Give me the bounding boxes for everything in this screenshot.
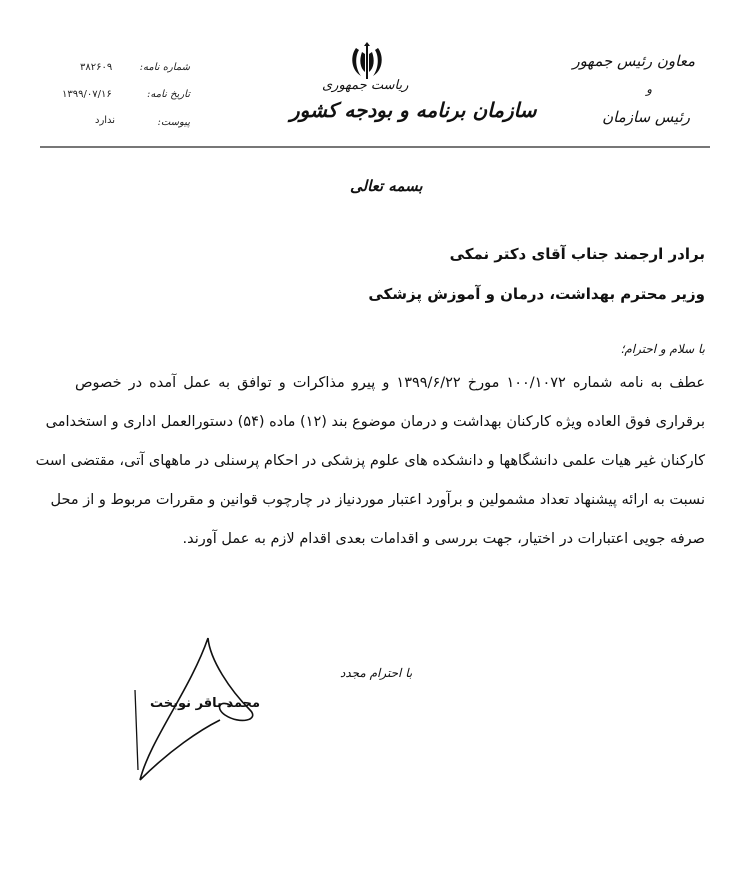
attachment-value: ندارد xyxy=(95,115,116,126)
date-label: تاریخ نامه: xyxy=(147,89,190,100)
iran-emblem-icon xyxy=(349,42,385,82)
attachment-label: پیوست: xyxy=(157,117,190,128)
closing: با احترام مجدد xyxy=(340,666,413,680)
recipient-name: برادر ارجمند جناب آقای دکتر نمکی xyxy=(449,245,705,263)
body-line-5: صرفه جویی اعتبارات در اختیار، جهت بررسی و اقدامات بعدی اقدام لازم به عمل آورند. xyxy=(182,531,705,547)
recipient-title: وزیر محترم بهداشت، درمان و آموزش پزشکی xyxy=(368,285,705,303)
body-line-2: برقراری فوق العاده ویژه کارکنان بهداشت و درمان موضوع بند (۱۲) ماده (۵۴) دستورالعمل اداری و استخدامی xyxy=(45,414,705,430)
letter-number: ۳۸۲۶۰۹ xyxy=(80,62,113,73)
sender-title-line2: رئیس سازمان xyxy=(602,108,690,126)
header-divider xyxy=(40,146,710,148)
body-line-3: کارکنان غیر هیات علمی دانشگاهها و دانشکده های علوم پزشکی در احکام پرسنلی در ماههای آتی، مقتضی است xyxy=(35,453,705,469)
sender-title-and: و xyxy=(646,82,652,96)
body-line-4: نسبت به ارائه پیشنهاد تعداد مشمولین و برآورد اعتبار موردنیاز در چارچوب قوانین و مقررات مربوط و از محل xyxy=(50,492,705,508)
body-line-1: عطف به نامه شماره ۱۰۰/۱۰۷۲ مورخ ۱۳۹۹/۶/۲۲ و پیرو مذاکرات و توافق به عمل آمده در خصوص xyxy=(75,375,705,391)
org-name: سازمان برنامه و بودجه کشور xyxy=(290,98,537,122)
sender-title-line1: معاون رئیس جمهور xyxy=(572,52,695,70)
invocation: بسمه تعالی xyxy=(350,177,423,195)
org-parent: ریاست جمهوری xyxy=(322,78,409,93)
letter-number-label: شماره نامه: xyxy=(139,62,190,73)
greeting: با سلام و احترام؛ xyxy=(620,342,705,356)
letter-date: ۱۳۹۹/۰۷/۱۶ xyxy=(62,89,112,100)
signatory-name: محمد باقر نوبخت xyxy=(150,696,261,711)
